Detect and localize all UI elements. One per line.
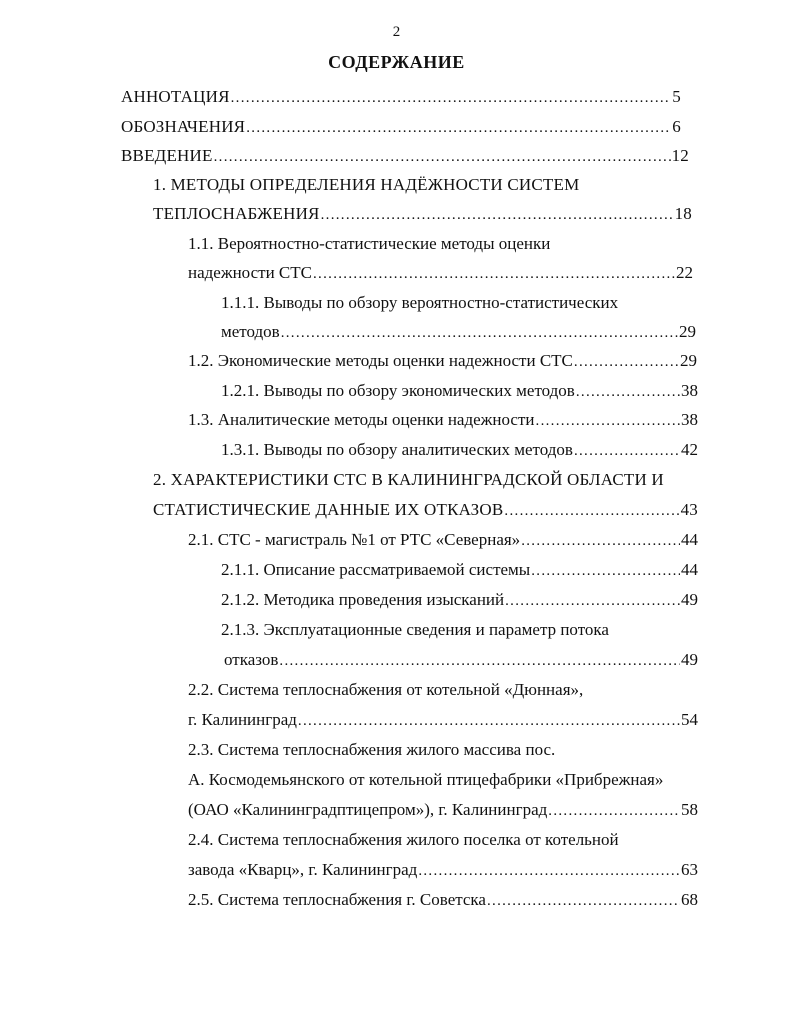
- leader-dots: [231, 87, 672, 109]
- toc-entry-2-5[interactable]: [188, 889, 698, 912]
- leader-dots: [487, 890, 680, 912]
- toc-entry-text: 2.1.1. Описание рассматриваемой системы: [221, 560, 531, 579]
- toc-entry-introduction[interactable]: [121, 145, 689, 168]
- toc-entry-text: г. Калининград: [188, 710, 297, 729]
- toc-entry-2-3-line-2[interactable]: [188, 769, 663, 791]
- toc-entry-2-2-line-1[interactable]: [188, 679, 583, 701]
- toc-entry-page: 44: [681, 560, 698, 579]
- toc-entry-page: 5: [672, 87, 681, 106]
- toc-entry-text: ТЕПЛОСНАБЖЕНИЯ: [153, 204, 320, 223]
- toc-entry-chapter-1[interactable]: [153, 203, 692, 226]
- toc-entry-text: отказов: [224, 650, 279, 669]
- leader-dots: [298, 710, 680, 732]
- toc-entry-page: 49: [681, 650, 698, 669]
- toc-entry-chapter-2[interactable]: [153, 499, 698, 522]
- toc-entry-text: завода «Кварц», г. Калининград: [188, 860, 418, 879]
- toc-entry-page: 49: [681, 590, 698, 609]
- toc-entry-page: 42: [681, 440, 698, 459]
- leader-dots: [574, 440, 680, 462]
- toc-entry-text: методов: [221, 322, 280, 341]
- toc-entry-page: 58: [681, 800, 698, 819]
- toc-entry-1-1-1[interactable]: [221, 321, 696, 344]
- toc-entry-2-1-3[interactable]: [224, 649, 698, 672]
- toc-entry-2-3[interactable]: [188, 799, 698, 822]
- toc-entry-page: 6: [672, 117, 681, 136]
- toc-entry-1-1-1-line-1[interactable]: [221, 292, 618, 314]
- leader-dots: [246, 117, 671, 139]
- toc-entry-text: 1.2.1. Выводы по обзору экономических методов: [221, 381, 575, 400]
- toc-entry-text: 1.1. Вероятностно-статистические методы оценки: [188, 234, 551, 253]
- toc-entry-text: 1.3.1. Выводы по обзору аналитических методов: [221, 440, 573, 459]
- toc-entry-text: СТАТИСТИЧЕСКИЕ ДАННЫЕ ИХ ОТКАЗОВ: [153, 500, 504, 519]
- toc-entry-2-1-3-line-1[interactable]: [221, 619, 609, 641]
- toc-entry-page: 68: [681, 890, 698, 909]
- toc-entry-page: 12: [671, 146, 689, 165]
- toc-entry-page: 38: [681, 381, 698, 400]
- leader-dots: [576, 381, 680, 403]
- toc-entry-text: 1.2. Экономические методы оценки надежности СТС: [188, 351, 573, 370]
- toc-entry-1-3[interactable]: [188, 409, 698, 432]
- toc-entry-1-2[interactable]: [188, 350, 697, 373]
- leader-dots: [574, 351, 679, 373]
- leader-dots: [531, 560, 680, 582]
- toc-entry-text: 2. ХАРАКТЕРИСТИКИ СТС В КАЛИНИНГРАДСКОЙ ОБЛАСТИ И: [153, 470, 664, 489]
- toc-entry-page: 43: [680, 500, 698, 519]
- toc-entry-chapter-2-line-1[interactable]: [153, 469, 664, 491]
- toc-entry-text: ОБОЗНАЧЕНИЯ: [121, 117, 246, 136]
- leader-dots: [281, 322, 678, 344]
- toc-entry-text: 2.1.2. Методика проведения изысканий: [221, 590, 505, 609]
- page-number: 2: [392, 24, 401, 40]
- leader-dots: [504, 500, 679, 522]
- toc-entry-text: 2.3. Система теплоснабжения жилого массива пос.: [188, 740, 556, 759]
- toc-entry-2-4[interactable]: [188, 859, 698, 882]
- toc-entry-text: 2.1.3. Эксплуатационные сведения и параметр потока: [221, 620, 609, 639]
- toc-entry-text: (ОАО «Калининградптицепром»), г. Калининград: [188, 800, 548, 819]
- toc-entry-text: 2.4. Система теплоснабжения жилого поселка от котельной: [188, 830, 619, 849]
- toc-entry-2-1-2[interactable]: [221, 589, 698, 612]
- toc-entry-text: 1. МЕТОДЫ ОПРЕДЕЛЕНИЯ НАДЁЖНОСТИ СИСТЕМ: [153, 175, 580, 194]
- toc-title: СОДЕРЖАНИЕ: [328, 52, 465, 72]
- toc-entry-2-2[interactable]: [188, 709, 698, 732]
- toc-entry-chapter-1-line-1[interactable]: [153, 174, 579, 196]
- toc-entry-2-1-1[interactable]: [221, 559, 698, 582]
- toc-entry-page: 38: [681, 410, 698, 429]
- toc-entry-1-1-line-1[interactable]: [188, 233, 550, 255]
- toc-entry-notation[interactable]: [121, 116, 681, 139]
- toc-entry-annotation[interactable]: [121, 86, 681, 109]
- toc-entry-text: 2.2. Система теплоснабжения от котельной «Дюнная»,: [188, 680, 584, 699]
- toc-entry-1-2-1[interactable]: [221, 380, 698, 403]
- toc-entry-page: 18: [674, 204, 692, 223]
- toc-entry-1-3-1[interactable]: [221, 439, 698, 462]
- toc-entry-text: ВВЕДЕНИЕ: [121, 146, 213, 165]
- toc-entry-page: 44: [681, 530, 698, 549]
- leader-dots: [214, 146, 671, 168]
- toc-entry-page: 63: [681, 860, 698, 879]
- toc-entry-text: АННОТАЦИЯ: [121, 87, 230, 106]
- toc-entry-2-4-line-1[interactable]: [188, 829, 619, 851]
- leader-dots: [548, 800, 680, 822]
- toc-entry-1-1[interactable]: [188, 262, 693, 285]
- toc-entry-page: 54: [681, 710, 698, 729]
- leader-dots: [321, 204, 674, 226]
- toc-entry-text: 1.1.1. Выводы по обзору вероятностно-статистических: [221, 293, 619, 312]
- toc-entry-text: 2.5. Система теплоснабжения г. Советска: [188, 890, 486, 909]
- toc-entry-page: 29: [680, 351, 697, 370]
- toc-entry-2-3-line-1[interactable]: [188, 739, 555, 761]
- leader-dots: [418, 860, 680, 882]
- leader-dots: [313, 263, 675, 285]
- toc-entry-text: 2.1. СТС - магистраль №1 от РТС «Северная»: [188, 530, 521, 549]
- toc-entry-page: 22: [676, 263, 693, 282]
- toc-entry-text: 1.3. Аналитические методы оценки надежности: [188, 410, 535, 429]
- toc-entry-text: А. Космодемьянского от котельной птицефабрики «Прибрежная»: [188, 770, 664, 789]
- leader-dots: [505, 590, 680, 612]
- leader-dots: [536, 410, 680, 432]
- toc-entry-text: надежности СТС: [188, 263, 312, 282]
- toc-entry-page: 29: [679, 322, 696, 341]
- leader-dots: [521, 530, 680, 552]
- leader-dots: [279, 650, 680, 672]
- toc-entry-2-1[interactable]: [188, 529, 698, 552]
